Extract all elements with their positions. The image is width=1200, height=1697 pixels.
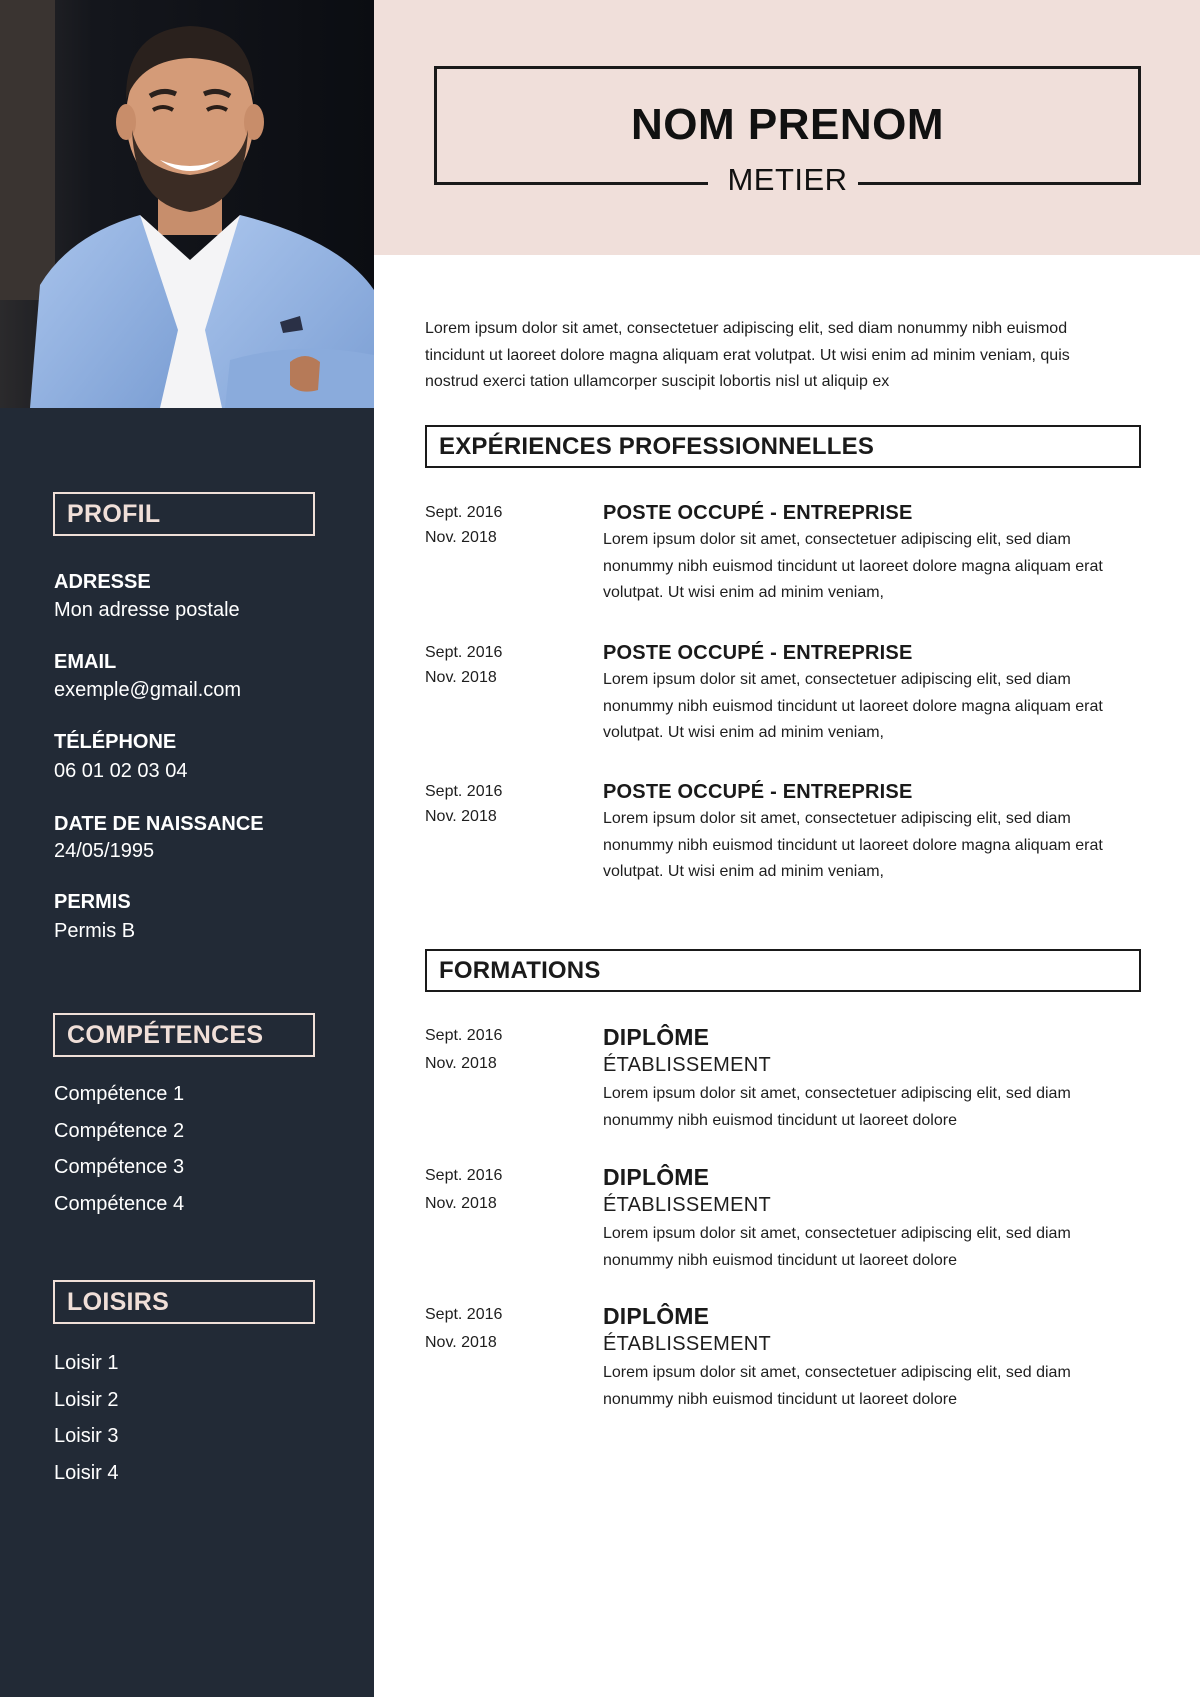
date-start: Sept. 2016 [425, 504, 503, 521]
education-description: Lorem ipsum dolor sit amet, consectetuer adipiscing elit, sed diam nonummy nibh euismod tincidunt ut laoreet dolore [603, 1225, 1071, 1269]
hobby-item: Loisir 4 [54, 1461, 119, 1484]
hobby-item: Loisir 3 [54, 1425, 119, 1447]
phone-label: TÉLÉPHONE [54, 731, 177, 753]
date-start: Sept. 2016 [425, 1306, 503, 1323]
education-heading: FORMATIONS [425, 949, 1141, 992]
education-dates [425, 1302, 585, 1355]
license-value: Permis B [54, 920, 136, 942]
address-label: ADRESSE [54, 571, 151, 593]
experience-description: Lorem ipsum dolor sit amet, consectetuer adipiscing elit, sed diam nonummy nibh euismod tincidunt ut laoreet dolore magna aliquam erat volutpat. Ut wisi enim ad minim veniam, [603, 810, 1103, 880]
full-name: NOM PRENOM [631, 100, 944, 149]
hobby-item: Loisir 1 [54, 1352, 119, 1374]
profile-heading: PROFIL [53, 492, 315, 536]
intro-paragraph: Lorem ipsum dolor sit amet, consectetuer adipiscing elit, sed diam nonummy nibh euismod tincidunt ut laoreet dolore magna aliquam erat volutpat. Ut wisi enim ad minim veniam, quis nostrud exerci tation ullamcorper suscipit lobortis nisl ut aliquip ex [425, 320, 1070, 390]
profile-photo [0, 0, 374, 408]
experience-title: POSTE OCCUPÉ - ENTREPRISE [603, 781, 913, 803]
birthdate-label: DATE DE NAISSANCE [54, 813, 264, 835]
diploma-title: DIPLÔME [603, 1303, 710, 1329]
skills-list [54, 1082, 184, 1228]
date-end: Nov. 2018 [425, 1055, 497, 1072]
experience-title: POSTE OCCUPÉ - ENTREPRISE [603, 642, 913, 664]
email-label: EMAIL [54, 651, 117, 673]
skill-item: Compétence 1 [54, 1083, 185, 1105]
diploma-title: DIPLÔME [603, 1024, 710, 1050]
experience-heading: EXPÉRIENCES PROFESSIONNELLES [425, 425, 1141, 468]
date-start: Sept. 2016 [425, 1027, 503, 1044]
date-start: Sept. 2016 [425, 644, 503, 661]
education-dates [425, 1023, 585, 1076]
skill-item: Compétence 4 [54, 1192, 185, 1215]
experience-description: Lorem ipsum dolor sit amet, consectetuer adipiscing elit, sed diam nonummy nibh euismod tincidunt ut laoreet dolore magna aliquam erat volutpat. Ut wisi enim ad minim veniam, [603, 531, 1103, 601]
hobbies-list [54, 1351, 118, 1497]
experience-title: POSTE OCCUPÉ - ENTREPRISE [603, 502, 913, 524]
email-value: exemple@gmail.com [54, 679, 242, 701]
date-end: Nov. 2018 [425, 669, 497, 686]
school-name: ÉTABLISSEMENT [603, 1054, 772, 1076]
date-end: Nov. 2018 [425, 529, 497, 546]
skills-heading: COMPÉTENCES [53, 1013, 315, 1057]
skill-item: Compétence 2 [54, 1119, 185, 1142]
school-name: ÉTABLISSEMENT [603, 1194, 772, 1216]
experience-dates [425, 640, 585, 690]
education-dates [425, 1163, 585, 1216]
diploma-title: DIPLÔME [603, 1164, 710, 1190]
date-start: Sept. 2016 [425, 1167, 503, 1184]
date-start: Sept. 2016 [425, 783, 503, 800]
address-value: Mon adresse postale [54, 599, 240, 621]
education-description: Lorem ipsum dolor sit amet, consectetuer adipiscing elit, sed diam nonummy nibh euismod tincidunt ut laoreet dolore [603, 1085, 1071, 1129]
job-title: METIER [727, 162, 848, 197]
school-name: ÉTABLISSEMENT [603, 1333, 772, 1355]
experience-dates [425, 779, 585, 829]
skill-item: Compétence 3 [54, 1156, 185, 1178]
education-description: Lorem ipsum dolor sit amet, consectetuer adipiscing elit, sed diam nonummy nibh euismod tincidunt ut laoreet dolore [603, 1364, 1071, 1408]
sidebar [0, 0, 374, 1697]
experience-description: Lorem ipsum dolor sit amet, consectetuer adipiscing elit, sed diam nonummy nibh euismod tincidunt ut laoreet dolore magna aliquam erat volutpat. Ut wisi enim ad minim veniam, [603, 671, 1103, 741]
profile-photo-image [0, 0, 374, 408]
hobby-item: Loisir 2 [54, 1388, 119, 1411]
date-end: Nov. 2018 [425, 1195, 497, 1212]
date-end: Nov. 2018 [425, 1334, 497, 1351]
phone-value: 06 01 02 03 04 [54, 760, 188, 782]
date-end: Nov. 2018 [425, 808, 497, 825]
experience-dates [425, 500, 585, 550]
license-label: PERMIS [54, 891, 131, 913]
hobbies-heading: LOISIRS [53, 1280, 315, 1324]
birthdate-value: 24/05/1995 [54, 840, 155, 862]
